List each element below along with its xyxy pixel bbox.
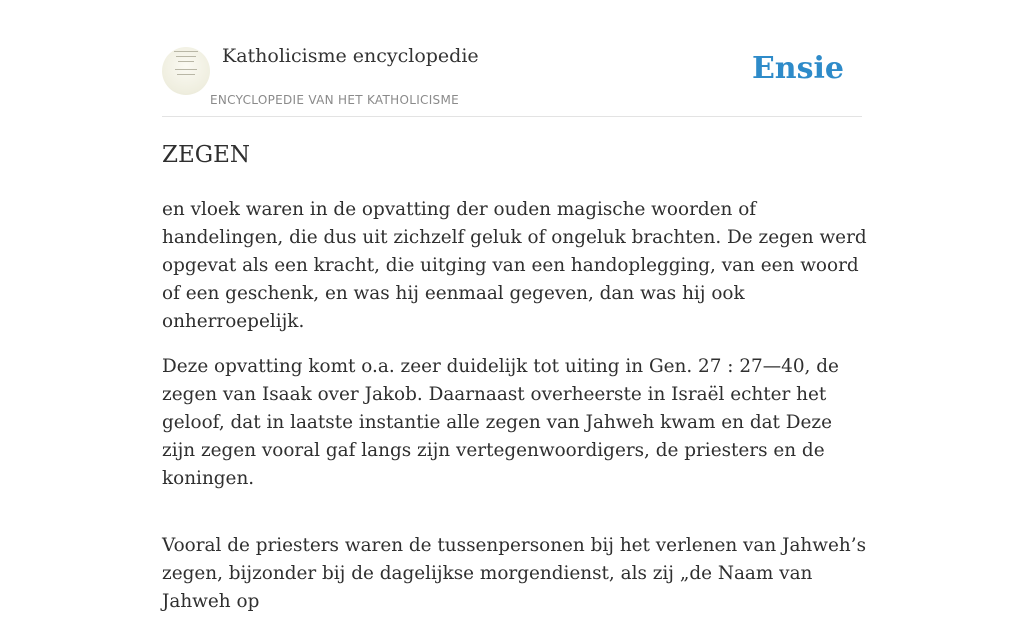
site-title-link[interactable]: Katholicisme encyclopedie: [222, 45, 479, 67]
article-paragraph: Vooral de priesters waren de tussenpersonen bij het verlenen van Jahweh’s zegen, bijzonder bij de dagelijkse morgendienst, als zij „de Naam van Jahweh op: [162, 535, 867, 612]
article-content: [162, 138, 867, 633]
site-header: [162, 0, 862, 117]
ensie-logo-link[interactable]: Ensie: [751, 51, 844, 86]
article-paragraph: en vloek waren in de opvatting der ouden magische woorden of handelingen, die dus uit zichzelf geluk of ongeluk brachten. De zegen werd opgevat als een kracht, die uitging van een handoplegging, van een woord of een geschenk, en was hij eenmaal gegeven, dan was hij ook onherroepelijk.: [162, 199, 867, 332]
encyclopedia-cover-icon[interactable]: [162, 47, 210, 95]
article-paragraph: Deze opvatting komt o.a. zeer duidelijk tot uiting in Gen. 27 : 27—40, de zegen van Isaak over Jakob. Daarnaast overheerste in Israël echter het geloof, dat in laatste instantie alle zegen van Jahweh kwam en dat Deze zijn zegen vooral gaf langs zijn vertegenwoordigers, de priesters en de koningen.: [162, 356, 839, 489]
site-subtitle: ENCYCLOPEDIE VAN HET KATHOLICISME: [210, 93, 459, 107]
article-title: ZEGEN: [162, 142, 251, 168]
